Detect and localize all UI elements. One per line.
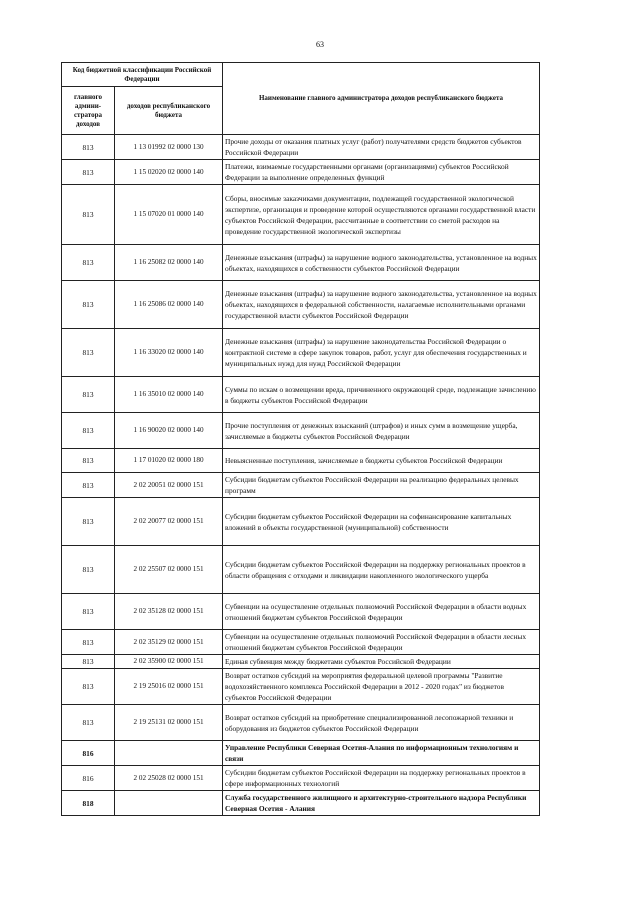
cell-income-code: 1 16 25082 02 0000 140	[115, 245, 223, 281]
cell-admin-code: 813	[62, 329, 115, 377]
header-code-group: Код бюджетной классификации Российской Федерации	[62, 63, 223, 87]
cell-admin-code: 813	[62, 449, 115, 473]
cell-name: Служба государственного жилищного и архитектурно-строительного надзора Республики Северная Осетия - Алания	[223, 791, 540, 816]
table-header-row-1	[62, 63, 540, 87]
cell-income-code	[115, 741, 223, 766]
table-row	[62, 741, 540, 766]
table-row	[62, 791, 540, 816]
table-row	[62, 281, 540, 329]
table-row	[62, 498, 540, 546]
header-name: Наименование главного администратора доходов республиканского бюджета	[223, 63, 540, 135]
cell-admin-code: 813	[62, 630, 115, 655]
cell-admin-code: 813	[62, 473, 115, 498]
cell-admin-code: 813	[62, 655, 115, 669]
table-row	[62, 669, 540, 705]
table-row	[62, 546, 540, 594]
cell-name: Прочие доходы от оказания платных услуг (работ) получателями средств бюджетов субъектов Российской Федерации	[223, 135, 540, 160]
cell-income-code: 2 02 35128 02 0000 151	[115, 594, 223, 630]
cell-name: Возврат остатков субсидий на приобретение специализированной лесопожарной техники и оборудования из бюджетов субъектов Российской Федерации	[223, 705, 540, 741]
cell-name: Единая субвенция между бюджетами субъектов Российской Федерации	[223, 655, 540, 669]
cell-name: Управление Республики Северная Осетия-Алания по информационным технологиям и связи	[223, 741, 540, 766]
header-admin: главного админи-стратора доходов	[62, 87, 115, 135]
cell-name: Субвенции на осуществление отдельных полномочий Российской Федерации в области лесных отношений бюджетам субъектов Российской Федерации	[223, 630, 540, 655]
table-row	[62, 160, 540, 185]
cell-name: Субсидии бюджетам субъектов Российской Федерации на поддержку региональных проектов в сфере информационных технологий	[223, 766, 540, 791]
cell-income-code: 2 02 25028 02 0000 151	[115, 766, 223, 791]
table-row	[62, 705, 540, 741]
cell-name: Субсидии бюджетам субъектов Российской Федерации на реализацию федеральных целевых программ	[223, 473, 540, 498]
cell-admin-code: 813	[62, 669, 115, 705]
cell-name: Возврат остатков субсидий на мероприятия федеральной целевой программы "Развитие водохозяйственного комплекса Российской Федерации в 2012 - 2020 годах" из бюджетов субъектов Российской Федерации	[223, 669, 540, 705]
cell-admin-code: 816	[62, 766, 115, 791]
cell-admin-code: 813	[62, 594, 115, 630]
cell-admin-code: 816	[62, 741, 115, 766]
cell-income-code: 1 17 01020 02 0000 180	[115, 449, 223, 473]
cell-name: Невыясненные поступления, зачисляемые в бюджеты субъектов Российской Федерации	[223, 449, 540, 473]
cell-income-code: 1 16 33020 02 0000 140	[115, 329, 223, 377]
cell-admin-code: 813	[62, 498, 115, 546]
cell-income-code: 2 02 35129 02 0000 151	[115, 630, 223, 655]
page-number: 63	[316, 40, 324, 49]
cell-income-code: 1 13 01992 02 0000 130	[115, 135, 223, 160]
cell-admin-code: 813	[62, 705, 115, 741]
cell-name: Суммы по искам о возмещении вреда, причиненного окружающей среде, подлежащие зачислению в бюджеты субъектов Российской Федерации	[223, 377, 540, 413]
cell-name: Субсидии бюджетам субъектов Российской Федерации на софинансирование капитальных вложений в объекты государственной (муниципальной) собственности	[223, 498, 540, 546]
table-row	[62, 594, 540, 630]
cell-name: Денежные взыскания (штрафы) за нарушение законодательства Российской Федерации о контрактной системе в сфере закупок товаров, работ, услуг для обеспечения государственных и муниципальных нужд для нужд Российской Федерации	[223, 329, 540, 377]
cell-income-code: 1 15 02020 02 0000 140	[115, 160, 223, 185]
table-row	[62, 449, 540, 473]
cell-income-code: 2 02 20077 02 0000 151	[115, 498, 223, 546]
cell-admin-code: 813	[62, 281, 115, 329]
header-income: доходов республиканского бюджета	[115, 87, 223, 135]
cell-income-code: 1 15 07020 01 0000 140	[115, 185, 223, 245]
cell-admin-code: 813	[62, 135, 115, 160]
cell-admin-code: 813	[62, 245, 115, 281]
table-row	[62, 473, 540, 498]
table-row	[62, 377, 540, 413]
cell-income-code	[115, 791, 223, 816]
cell-name: Субвенции на осуществление отдельных полномочий Российской Федерации в области водных отношений бюджетам субъектов Российской Федерации	[223, 594, 540, 630]
table-row	[62, 766, 540, 791]
cell-name: Прочие поступления от денежных взысканий (штрафов) и иных сумм в возмещение ущерба, зачисляемые в бюджеты субъектов Российской Федерации	[223, 413, 540, 449]
table-row	[62, 245, 540, 281]
table-row	[62, 413, 540, 449]
cell-admin-code: 813	[62, 546, 115, 594]
table-row	[62, 135, 540, 160]
cell-name: Субсидии бюджетам субъектов Российской Федерации на поддержку региональных проектов в области обращения с отходами и ликвидации накопленного экологического ущерба	[223, 546, 540, 594]
cell-income-code: 1 16 25086 02 0000 140	[115, 281, 223, 329]
cell-name: Сборы, вносимые заказчиками документации, подлежащей государственной экологической экспертизе, организация и проведение которой осуществляются органами государственной власти субъектов Российской Федерации, рассчитанные в соответствии со сметой расходов на проведение государственной экологической экспертизы	[223, 185, 540, 245]
cell-income-code: 2 19 25016 02 0000 151	[115, 669, 223, 705]
cell-name: Денежные взыскания (штрафы) за нарушение водного законодательства, установленное на водных объектах, находящихся в федеральной собственности, налагаемые исполнительными органами государственной власти субъектов Российской Федерации	[223, 281, 540, 329]
cell-income-code: 2 02 25507 02 0000 151	[115, 546, 223, 594]
cell-admin-code: 813	[62, 377, 115, 413]
cell-name: Платежи, взимаемые государственными органами (организациями) субъектов Российской Федерации за выполнение определенных функций	[223, 160, 540, 185]
cell-income-code: 2 02 20051 02 0000 151	[115, 473, 223, 498]
cell-name: Денежные взыскания (штрафы) за нарушение водного законодательства, установленное на водных объектах, находящихся в собственности субъектов Российской Федерации	[223, 245, 540, 281]
cell-admin-code: 818	[62, 791, 115, 816]
budget-table	[61, 62, 540, 816]
cell-income-code: 1 16 90020 02 0000 140	[115, 413, 223, 449]
table-row	[62, 185, 540, 245]
cell-admin-code: 813	[62, 413, 115, 449]
table-row	[62, 630, 540, 655]
table-row	[62, 655, 540, 669]
cell-admin-code: 813	[62, 185, 115, 245]
cell-income-code: 1 16 35010 02 0000 140	[115, 377, 223, 413]
table-row	[62, 329, 540, 377]
cell-income-code: 2 02 35900 02 0000 151	[115, 655, 223, 669]
cell-admin-code: 813	[62, 160, 115, 185]
cell-income-code: 2 19 25131 02 0000 151	[115, 705, 223, 741]
